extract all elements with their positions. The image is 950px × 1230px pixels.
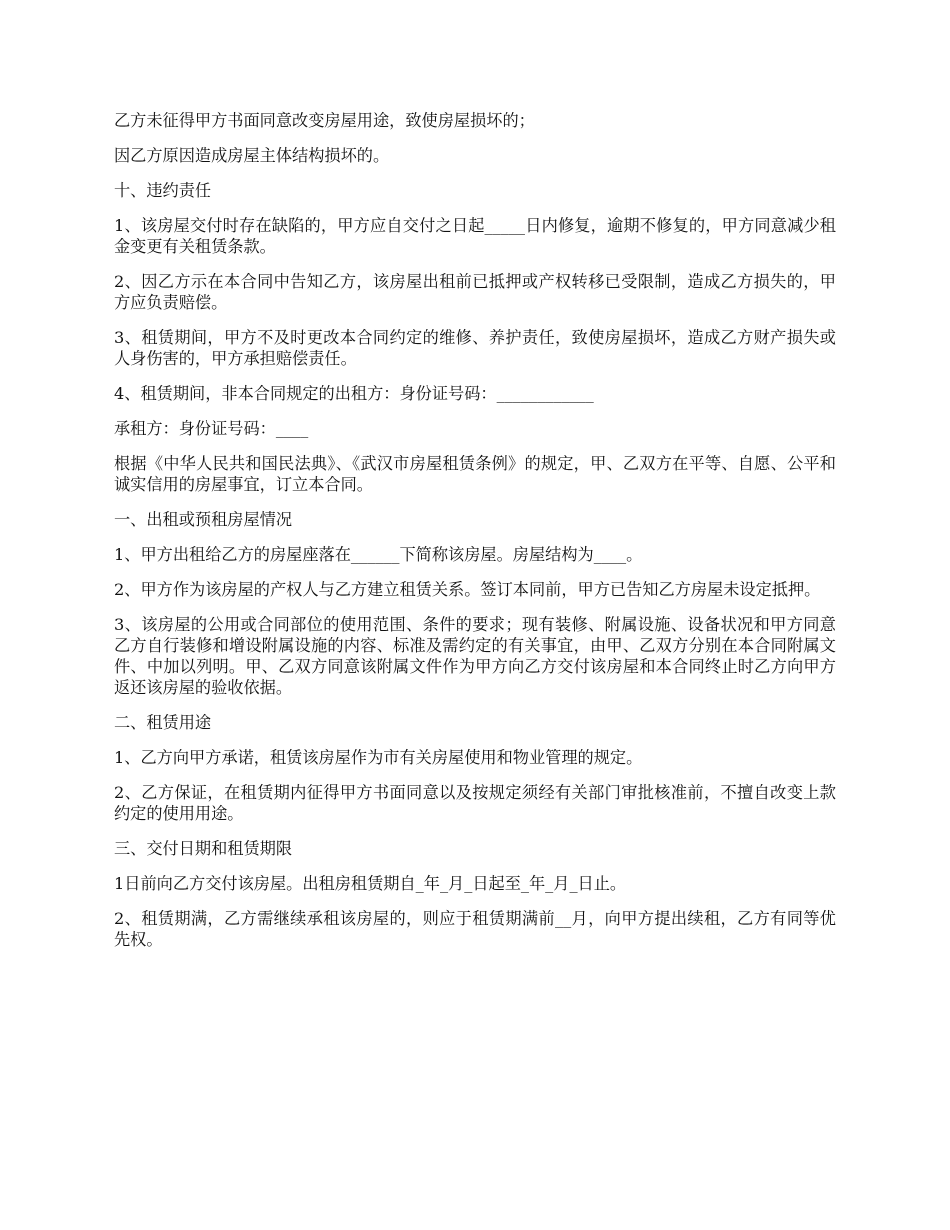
paragraph-preamble: 根据《中华人民共和国民法典》、《武汉市房屋租赁条例》的规定，甲、乙双方在平等、自愿、公平和诚实信用的房屋事宜，订立本合同。 (114, 454, 836, 494)
paragraph-premises-2: 2、甲方作为该房屋的产权人与乙方建立租赁关系。签订本同前，甲方已告知乙方房屋未设定抵押。 (114, 580, 821, 599)
paragraph-lessee-id: 承租方：身份证号码：____ (114, 419, 309, 438)
heading-breach-liability: 十、违约责任 (114, 181, 212, 200)
heading-lease-use: 二、租赁用途 (114, 713, 212, 732)
paragraph-use-1: 1、乙方向甲方承诺，租赁该房屋作为市有关房屋使用和物业管理的规定。 (114, 748, 643, 767)
heading-delivery-term: 三、交付日期和租赁期限 (114, 839, 293, 858)
paragraph-premises-3: 3、该房屋的公用或合同部位的使用范围、条件的要求；现有装修、附属设施、设备状况和甲方同意乙方自行装修和增设附属设施的内容、标准及需约定的有关事宜，由甲、乙双方分别在本合同附属文件、中加以列明。甲、乙双方同意该附属文件作为甲方向乙方交付该房屋和本合同终止时乙方向甲方返还该房屋的验收依据。 (114, 615, 836, 697)
paragraph-breach-1: 1、该房屋交付时存在缺陷的，甲方应自交付之日起_____日内修复，逾期不修复的，甲方同意减少租金变更有关租赁条款。 (114, 216, 836, 256)
paragraph-breach-3: 3、租赁期间，甲方不及时更改本合同约定的维修、养护责任，致使房屋损坏，造成乙方财产损失或人身伤害的，甲方承担赔偿责任。 (114, 328, 836, 368)
paragraph-term-2: 2、租赁期满，乙方需继续承租该房屋的，则应于租赁期满前__月，向甲方提出续租，乙方有同等优先权。 (114, 909, 836, 949)
paragraph-breach-2: 2、因乙方示在本合同中告知乙方，该房屋出租前已抵押或产权转移已受限制，造成乙方损失的，甲方应负责赔偿。 (114, 272, 836, 312)
paragraph-use-change-damage: 乙方未征得甲方书面同意改变房屋用途，致使房屋损坏的； (114, 111, 535, 130)
paragraph-breach-4: 4、租赁期间，非本合同规定的出租方：身份证号码：____________ (114, 384, 594, 403)
heading-premises: 一、出租或预租房屋情况 (114, 510, 293, 529)
paragraph-term-1: 1日前向乙方交付该房屋。出租房租赁期自_年_月_日起至_年_月_日止。 (114, 874, 627, 893)
paragraph-premises-1: 1、甲方出租给乙方的房屋座落在______下简称该房屋。房屋结构为____。 (114, 545, 643, 564)
paragraph-structure-damage: 因乙方原因造成房屋主体结构损坏的。 (114, 146, 390, 165)
document-page (114, 110, 836, 964)
paragraph-use-2: 2、乙方保证，在租赁期内征得甲方书面同意以及按规定须经有关部门审批核准前，不擅自改变上款约定的使用用途。 (114, 783, 836, 823)
